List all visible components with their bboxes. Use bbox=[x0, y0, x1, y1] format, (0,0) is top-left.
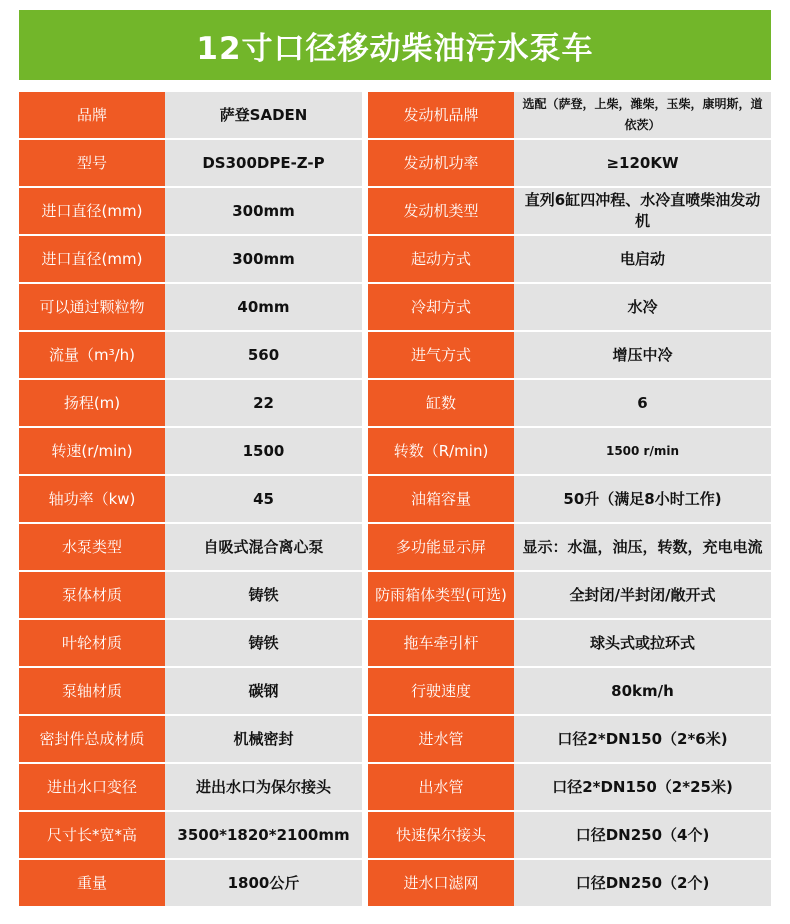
right-value: 6 bbox=[514, 380, 771, 426]
right-label: 油箱容量 bbox=[368, 476, 514, 522]
right-value: 1500 r/min bbox=[514, 428, 771, 474]
table-row bbox=[19, 92, 771, 138]
right-value: 显示：水温，油压，转数，充电电流 bbox=[514, 524, 771, 570]
right-label: 发动机类型 bbox=[368, 188, 514, 234]
right-value: 球头式或拉环式 bbox=[514, 620, 771, 666]
left-label: 进出水口变径 bbox=[19, 764, 165, 810]
left-label: 型号 bbox=[19, 140, 165, 186]
left-value: DS300DPE-Z-P bbox=[165, 140, 362, 186]
right-label: 发动机功率 bbox=[368, 140, 514, 186]
table-row bbox=[19, 332, 771, 378]
left-value: 22 bbox=[165, 380, 362, 426]
table-row bbox=[19, 860, 771, 906]
left-label: 叶轮材质 bbox=[19, 620, 165, 666]
spec-table bbox=[19, 90, 771, 908]
table-row bbox=[19, 284, 771, 330]
right-value: 电启动 bbox=[514, 236, 771, 282]
table-row bbox=[19, 140, 771, 186]
left-label: 泵轴材质 bbox=[19, 668, 165, 714]
left-value: 300mm bbox=[165, 236, 362, 282]
table-row bbox=[19, 620, 771, 666]
left-label: 转速(r/min) bbox=[19, 428, 165, 474]
table-row bbox=[19, 668, 771, 714]
left-label: 重量 bbox=[19, 860, 165, 906]
left-value: 自吸式混合离心泵 bbox=[165, 524, 362, 570]
right-label: 起动方式 bbox=[368, 236, 514, 282]
left-value: 1800公斤 bbox=[165, 860, 362, 906]
right-value: 口径DN250（4个) bbox=[514, 812, 771, 858]
table-row bbox=[19, 572, 771, 618]
left-value: 铸铁 bbox=[165, 620, 362, 666]
right-label: 出水管 bbox=[368, 764, 514, 810]
right-label: 冷却方式 bbox=[368, 284, 514, 330]
left-value: 铸铁 bbox=[165, 572, 362, 618]
left-value: 碳钢 bbox=[165, 668, 362, 714]
left-value: 560 bbox=[165, 332, 362, 378]
right-label: 缸数 bbox=[368, 380, 514, 426]
right-value: 口径2*DN150（2*25米) bbox=[514, 764, 771, 810]
right-label: 行驶速度 bbox=[368, 668, 514, 714]
table-row bbox=[19, 188, 771, 234]
right-value: 50升（满足8小时工作) bbox=[514, 476, 771, 522]
left-label: 扬程(m) bbox=[19, 380, 165, 426]
right-value: 选配（萨登，上柴，潍柴，玉柴，康明斯，道依茨） bbox=[514, 92, 771, 138]
spec-table-body bbox=[19, 92, 771, 906]
left-value: 进出水口为保尔接头 bbox=[165, 764, 362, 810]
left-label: 泵体材质 bbox=[19, 572, 165, 618]
left-label: 进口直径(mm) bbox=[19, 236, 165, 282]
right-label: 多功能显示屏 bbox=[368, 524, 514, 570]
table-row bbox=[19, 524, 771, 570]
right-value: 水冷 bbox=[514, 284, 771, 330]
right-label: 快速保尔接头 bbox=[368, 812, 514, 858]
left-value: 3500*1820*2100mm bbox=[165, 812, 362, 858]
left-label: 轴功率（kw) bbox=[19, 476, 165, 522]
table-row bbox=[19, 812, 771, 858]
right-label: 进水口滤网 bbox=[368, 860, 514, 906]
left-label: 流量（m³/h) bbox=[19, 332, 165, 378]
left-value: 45 bbox=[165, 476, 362, 522]
left-value: 1500 bbox=[165, 428, 362, 474]
left-value: 300mm bbox=[165, 188, 362, 234]
table-row bbox=[19, 476, 771, 522]
right-value: 口径2*DN150（2*6米) bbox=[514, 716, 771, 762]
right-value: 80km/h bbox=[514, 668, 771, 714]
left-label: 水泵类型 bbox=[19, 524, 165, 570]
table-row bbox=[19, 716, 771, 762]
page-title: 12寸口径移动柴油污水泵车 bbox=[19, 10, 771, 80]
right-label: 进气方式 bbox=[368, 332, 514, 378]
left-label: 可以通过颗粒物 bbox=[19, 284, 165, 330]
left-label: 进口直径(mm) bbox=[19, 188, 165, 234]
table-row bbox=[19, 380, 771, 426]
right-value: ≥120KW bbox=[514, 140, 771, 186]
left-label: 尺寸长*宽*高 bbox=[19, 812, 165, 858]
right-label: 进水管 bbox=[368, 716, 514, 762]
right-value: 全封闭/半封闭/敞开式 bbox=[514, 572, 771, 618]
right-label: 防雨箱体类型(可选) bbox=[368, 572, 514, 618]
left-label: 品牌 bbox=[19, 92, 165, 138]
right-value: 口径DN250（2个) bbox=[514, 860, 771, 906]
left-label: 密封件总成材质 bbox=[19, 716, 165, 762]
table-row bbox=[19, 428, 771, 474]
table-row bbox=[19, 236, 771, 282]
left-value: 萨登SADEN bbox=[165, 92, 362, 138]
right-label: 发动机品牌 bbox=[368, 92, 514, 138]
table-row bbox=[19, 764, 771, 810]
right-value: 直列6缸四冲程、水冷直喷柴油发动机 bbox=[514, 188, 771, 234]
right-label: 拖车牵引杆 bbox=[368, 620, 514, 666]
right-label: 转数（R/min) bbox=[368, 428, 514, 474]
left-value: 40mm bbox=[165, 284, 362, 330]
right-value: 增压中冷 bbox=[514, 332, 771, 378]
left-value: 机械密封 bbox=[165, 716, 362, 762]
